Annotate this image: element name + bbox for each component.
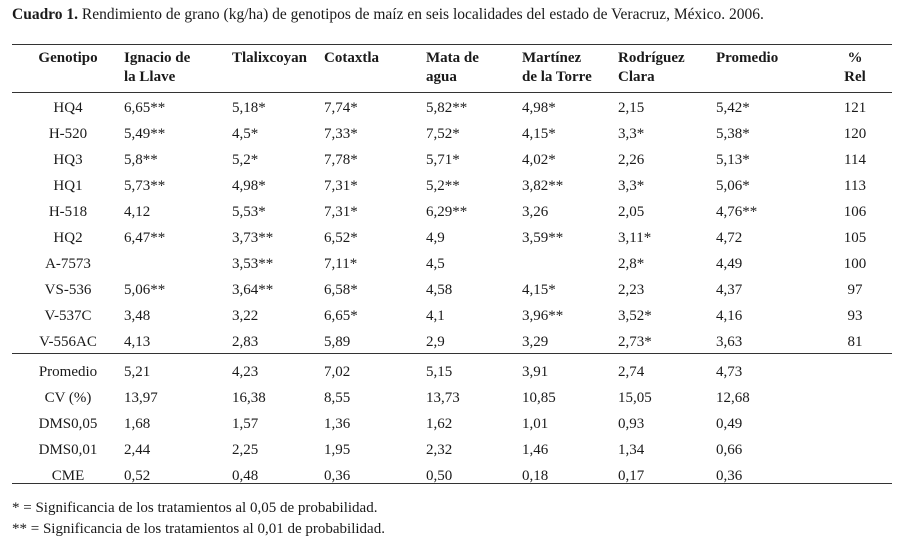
table-row [12, 199, 892, 225]
table-cell: 2,8* [618, 255, 645, 272]
table-cell: 3,82** [522, 177, 564, 194]
table-cell: 81 [847, 333, 863, 350]
stats-row [12, 437, 892, 463]
table-cell: 6,65* [324, 307, 358, 324]
table-cell: 2,25 [232, 441, 259, 458]
table-cell: 2,32 [426, 441, 453, 458]
table-row [12, 147, 892, 173]
stats-row [12, 463, 892, 489]
table-cell: 7,74* [324, 99, 358, 116]
table-cell: 7,31* [324, 203, 358, 220]
table-cell: 5,53* [232, 203, 266, 220]
column-header [618, 47, 716, 89]
stats-rule [12, 353, 892, 354]
column-header-line: de la Torre [522, 69, 592, 85]
table-cell: 0,52 [124, 467, 151, 484]
table-cell: 0,49 [716, 415, 743, 432]
table-cell: 0,93 [618, 415, 645, 432]
bottom-rule [12, 483, 892, 484]
table-cell: 12,68 [716, 389, 750, 406]
table-cell: 3,29 [522, 333, 549, 350]
table-cell: 114 [844, 151, 866, 168]
table-cell: 3,63 [716, 333, 743, 350]
table-cell: 113 [844, 177, 866, 194]
stats-row [12, 385, 892, 411]
table-cell: 1,95 [324, 441, 351, 458]
table-cell: 5,42* [716, 99, 750, 116]
table-cell [818, 385, 892, 411]
column-header-line: Genotipo [38, 50, 98, 66]
table-cell: 2,73* [618, 333, 652, 350]
table-cell: 16,38 [232, 389, 266, 406]
table-cell: 0,17 [618, 467, 645, 484]
table-cell: 13,73 [426, 389, 460, 406]
table-row [12, 303, 892, 329]
table-cell: 6,29** [426, 203, 468, 220]
column-header-line: % [847, 50, 863, 66]
data-table [12, 47, 892, 489]
table-row [12, 329, 892, 355]
column-header [124, 47, 232, 89]
table-cell: 5,2* [232, 151, 259, 168]
table-cell: 4,5 [426, 255, 445, 272]
table-cell: 2,05 [618, 203, 645, 220]
table-cell: 4,37 [716, 281, 743, 298]
table-cell: 7,11* [324, 255, 358, 272]
column-header-line: Ignacio de [124, 50, 191, 66]
column-header [12, 47, 124, 89]
column-header-line: Mata de [426, 50, 479, 66]
table-cell: 120 [843, 125, 867, 142]
row-label: CME [51, 467, 85, 484]
table-cell: 1,36 [324, 415, 351, 432]
table-cell: 4,12 [124, 203, 151, 220]
column-header-line: Cotaxtla [324, 50, 379, 66]
table-cell [818, 355, 892, 385]
table-cell: 3,48 [124, 307, 151, 324]
table-row [12, 277, 892, 303]
table-cell: 4,76** [716, 203, 758, 220]
table-cell: 97 [847, 281, 863, 298]
table-cell: 3,64** [232, 281, 274, 298]
row-label: HQ1 [53, 177, 83, 194]
row-label: Promedio [38, 363, 98, 380]
row-label: H-520 [48, 125, 88, 142]
table-cell: 3,52* [618, 307, 652, 324]
table-cell: 5,73** [124, 177, 166, 194]
column-header-line: Rel [844, 69, 866, 85]
table-cell: 6,65** [124, 99, 166, 116]
table-cell: 15,05 [618, 389, 652, 406]
caption-label: Cuadro 1. [12, 6, 79, 23]
table-cell: 4,58 [426, 281, 453, 298]
stats-row [12, 355, 892, 385]
table-row [12, 225, 892, 251]
table-cell: 2,23 [618, 281, 645, 298]
table-cell: 5,89 [324, 333, 351, 350]
table-cell: 3,3* [618, 125, 645, 142]
column-header [522, 47, 618, 89]
table-cell: 1,57 [232, 415, 259, 432]
column-header-line: agua [426, 69, 457, 85]
table-caption [12, 6, 764, 24]
table-cell [818, 463, 892, 489]
table-cell: 4,9 [426, 229, 445, 246]
column-header-line: Martínez [522, 50, 582, 66]
table-cell: 13,97 [124, 389, 158, 406]
table-cell: 8,55 [324, 389, 351, 406]
column-header-line: Clara [618, 69, 655, 85]
table-cell: 5,2** [426, 177, 460, 194]
table-cell: 7,78* [324, 151, 358, 168]
table-cell: 5,18* [232, 99, 266, 116]
table-cell: 10,85 [522, 389, 556, 406]
table-cell: 5,38* [716, 125, 750, 142]
table-cell: 3,59** [522, 229, 564, 246]
row-label: DMS0,01 [38, 441, 98, 458]
table-cell: 7,33* [324, 125, 358, 142]
table-cell [818, 437, 892, 463]
table-cell: 5,8** [124, 151, 158, 168]
table-cell: 2,9 [426, 333, 445, 350]
table-cell: 7,52* [426, 125, 460, 142]
table-cell: 2,26 [618, 151, 645, 168]
table-cell: 4,1 [426, 307, 445, 324]
table-cell: 5,71* [426, 151, 460, 168]
table-cell: 4,15* [522, 125, 556, 142]
table-cell: 2,83 [232, 333, 259, 350]
table-cell: 0,50 [426, 467, 453, 484]
header-rule [12, 92, 892, 93]
table-cell: 3,26 [522, 203, 549, 220]
table-cell: 0,36 [324, 467, 351, 484]
table-cell: 1,62 [426, 415, 453, 432]
table-cell: 3,3* [618, 177, 645, 194]
table-row [12, 121, 892, 147]
header-row [12, 47, 892, 89]
table-cell: 4,02* [522, 151, 556, 168]
table-cell: 1,01 [522, 415, 549, 432]
table-cell: 0,36 [716, 467, 743, 484]
column-header [232, 47, 324, 89]
table-cell: 100 [843, 255, 867, 272]
table-cell: 6,58* [324, 281, 358, 298]
table-cell: 4,98* [522, 99, 556, 116]
row-label: H-518 [48, 203, 88, 220]
table-cell: 4,49 [716, 255, 743, 272]
stats-row [12, 411, 892, 437]
table-cell: 5,49** [124, 125, 166, 142]
table-cell: 6,52* [324, 229, 358, 246]
table-cell: 5,06* [716, 177, 750, 194]
column-header-line: la Llave [124, 69, 176, 85]
table-cell: 3,53** [232, 255, 274, 272]
table-cell: 0,18 [522, 467, 549, 484]
row-label: A-7573 [45, 255, 91, 272]
table-row [12, 251, 892, 277]
table-cell: 4,13 [124, 333, 151, 350]
row-label: HQ3 [53, 151, 83, 168]
table-cell: 0,48 [232, 467, 259, 484]
table-cell: 3,91 [522, 363, 549, 380]
row-label: CV (%) [44, 389, 92, 406]
table-cell: 105 [843, 229, 867, 246]
table-cell: 4,5* [232, 125, 259, 142]
table-cell [124, 251, 232, 277]
table-cell: 5,15 [426, 363, 453, 380]
table-cell: 4,72 [716, 229, 743, 246]
row-label: V-556AC [39, 333, 97, 350]
table-cell: 7,31* [324, 177, 358, 194]
table-cell: 5,82** [426, 99, 468, 116]
table-cell: 1,46 [522, 441, 549, 458]
caption-text: Rendimiento de grano (kg/ha) de genotipos de maíz en seis localidades del estado de Veracruz, México. 2006. [78, 6, 764, 23]
table-cell: 0,66 [716, 441, 743, 458]
table-cell: 2,74 [618, 363, 645, 380]
column-header-line: Tlalixcoyan [232, 50, 308, 66]
column-header [818, 47, 892, 89]
table-cell: 4,73 [716, 363, 743, 380]
table-cell: 3,73** [232, 229, 274, 246]
column-header [324, 47, 426, 89]
table-row [12, 89, 892, 121]
row-label: HQ2 [53, 229, 83, 246]
table-cell: 5,06** [124, 281, 166, 298]
table-cell: 5,13* [716, 151, 750, 168]
footnote-significance-005: * = Significancia de los tratamientos al 0,05 de probabilidad. [12, 500, 378, 516]
table-cell: 4,16 [716, 307, 743, 324]
footnote-significance-001: ** = Significancia de los tratamientos al 0,01 de probabilidad. [12, 521, 385, 537]
table-cell: 1,68 [124, 415, 151, 432]
row-label: VS-536 [44, 281, 92, 298]
table-cell [818, 411, 892, 437]
table-cell: 2,44 [124, 441, 151, 458]
column-header [426, 47, 522, 89]
table-cell: 106 [843, 203, 867, 220]
table-cell: 3,11* [618, 229, 652, 246]
row-label: DMS0,05 [38, 415, 98, 432]
table-cell [522, 251, 618, 277]
row-label: HQ4 [53, 99, 83, 116]
column-header-line: Promedio [716, 50, 779, 66]
table-cell: 7,02 [324, 363, 351, 380]
row-label: V-537C [44, 307, 92, 324]
table-cell: 3,22 [232, 307, 259, 324]
table-cell: 3,96** [522, 307, 564, 324]
table-cell: 4,23 [232, 363, 259, 380]
table-cell: 5,21 [124, 363, 151, 380]
table-cell: 1,34 [618, 441, 645, 458]
table-cell: 2,15 [618, 99, 645, 116]
table-cell: 121 [843, 99, 867, 116]
table-cell: 6,47** [124, 229, 166, 246]
table-row [12, 173, 892, 199]
table-cell: 4,15* [522, 281, 556, 298]
column-header-line: Rodríguez [618, 50, 685, 66]
top-rule [12, 44, 892, 45]
table-cell: 93 [847, 307, 863, 324]
table-cell: 4,98* [232, 177, 266, 194]
column-header [716, 47, 818, 89]
